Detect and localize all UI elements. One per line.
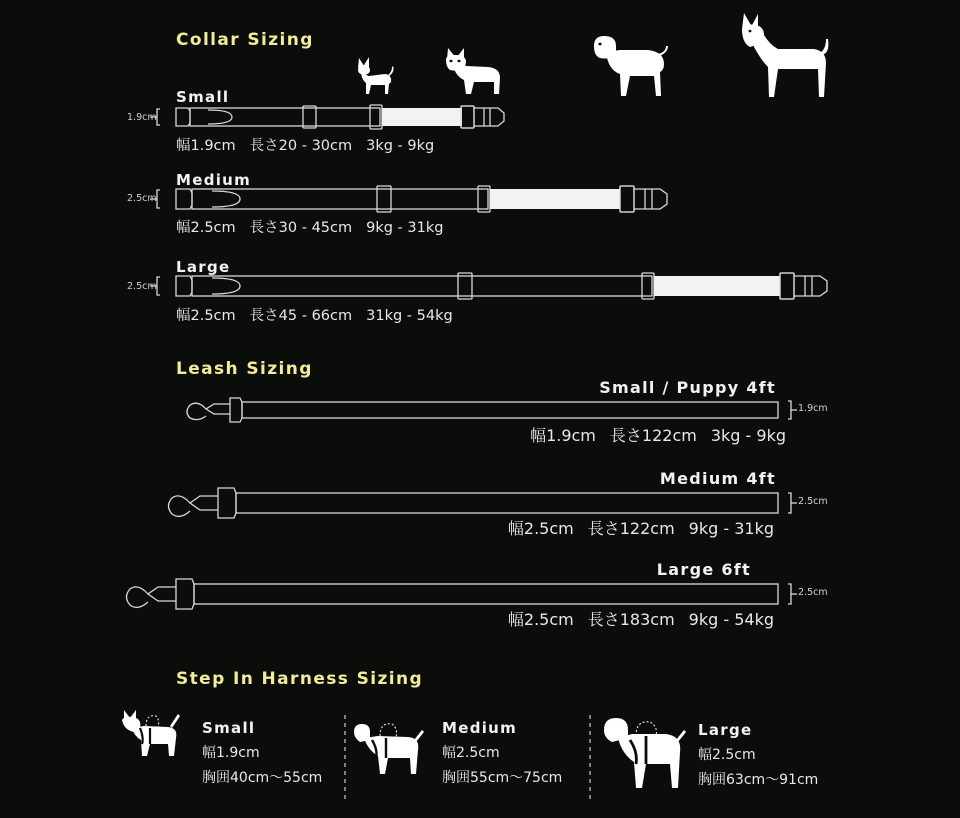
collar-small-width: 幅1.9cm [176, 138, 236, 154]
leash-medium-length: 長さ122cm [587, 519, 675, 538]
leash-medium-weight: 9kg - 31kg [688, 519, 774, 538]
leash-large-width: 幅2.5cm [507, 610, 574, 629]
harness-large-spec [698, 743, 818, 793]
harness-small-chest: 胸囲40cm～55cm [202, 770, 323, 786]
harness-large-label: Large [698, 721, 753, 739]
leash-medium-label: Medium 4ft [659, 469, 776, 488]
leash-large-length: 長さ183cm [587, 610, 675, 629]
collar-large-length: 長さ45 - 66cm [249, 308, 353, 324]
collar-small-length: 長さ20 - 30cm [249, 138, 353, 154]
collar-large-width: 幅2.5cm [176, 308, 236, 324]
collar-medium-width: 幅2.5cm [176, 220, 236, 236]
collar-medium-label: Medium [176, 171, 252, 189]
leash-small-length: 長さ122cm [609, 426, 697, 445]
terrier-harness-icon [120, 708, 182, 760]
leash-large-weight: 9kg - 54kg [688, 610, 774, 629]
large-dog-harness-icon [602, 716, 688, 790]
leash-medium-width: 幅2.5cm [507, 519, 574, 538]
harness-medium-spec [442, 741, 562, 791]
harness-large-chest: 胸囲63cm～91cm [698, 772, 819, 788]
collar-small-label: Small [176, 88, 230, 106]
collar-medium-length: 長さ30 - 45cm [249, 220, 353, 236]
collar-large-label: Large [176, 258, 231, 276]
leash-small-label: Small / Puppy 4ft [599, 378, 776, 397]
collar-large-thickness: 2.5cm [127, 281, 157, 292]
harness-medium-label: Medium [442, 719, 518, 737]
collar-large-weight: 31kg - 54kg [366, 308, 453, 324]
collar-medium-thickness: 2.5cm [127, 193, 157, 204]
collar-medium-weight: 9kg - 31kg [366, 220, 444, 236]
leash-small-weight: 3kg - 9kg [710, 426, 786, 445]
collar-small-weight: 3kg - 9kg [366, 138, 435, 154]
leash-large-thickness: 2.5cm [798, 587, 828, 598]
harness-small-label: Small [202, 719, 256, 737]
leash-medium-thickness: 2.5cm [798, 496, 828, 507]
leash-small-thickness: 1.9cm [798, 403, 828, 414]
medium-dog-harness-icon [352, 718, 426, 778]
collar-small-thickness: 1.9cm [127, 112, 157, 123]
harness-medium-width: 幅2.5cm [442, 745, 500, 761]
leash-large-label: Large 6ft [656, 560, 751, 579]
harness-large-width: 幅2.5cm [698, 747, 756, 763]
leash-small-width: 幅1.9cm [530, 426, 596, 445]
harness-small-width: 幅1.9cm [202, 745, 260, 761]
harness-medium-chest: 胸囲55cm～75cm [442, 770, 563, 786]
leash-section-title: Leash Sizing [176, 359, 313, 379]
harness-section-title: Step In Harness Sizing [176, 669, 424, 689]
harness-small-spec [202, 741, 322, 791]
collar-section-title: Collar Sizing [176, 30, 314, 50]
